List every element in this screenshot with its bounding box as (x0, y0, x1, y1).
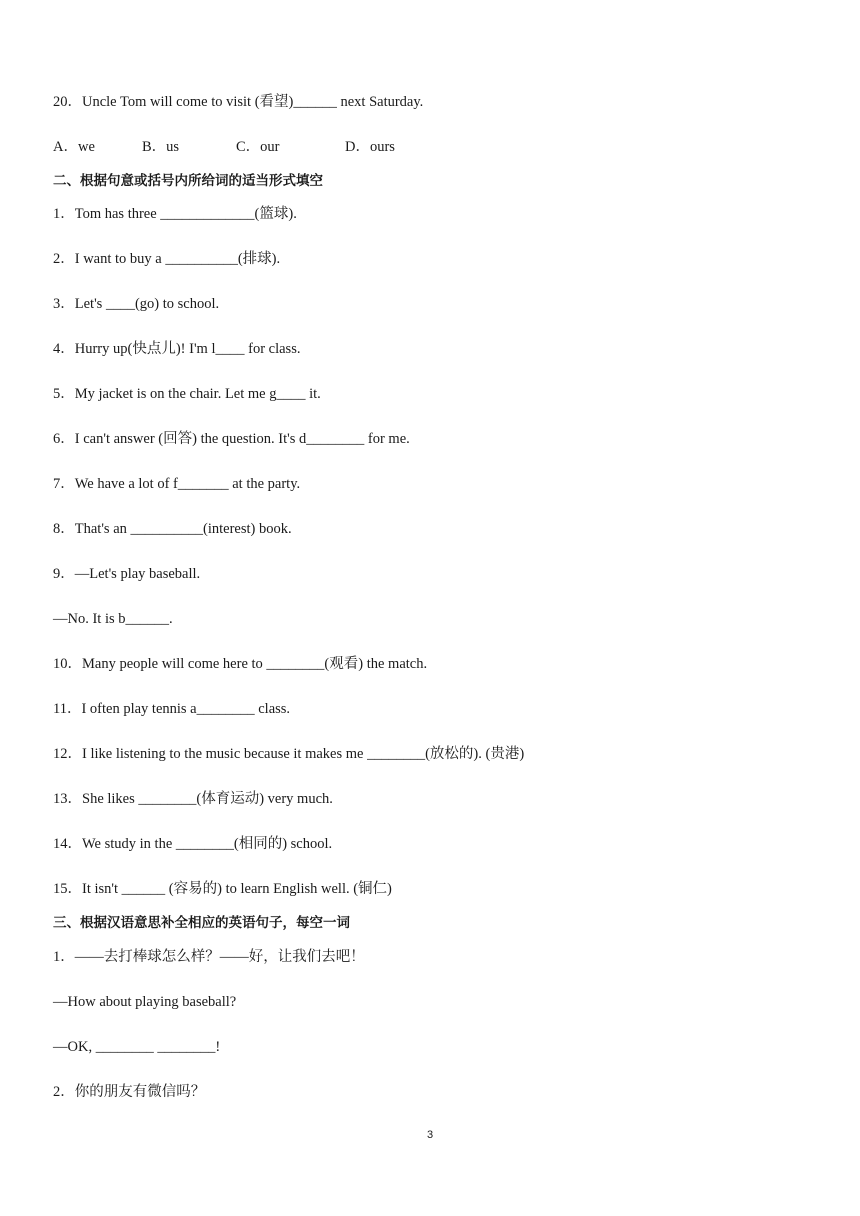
section-2-item: 9．—Let's play baseball. (53, 566, 201, 582)
section-3-item: 2．你的朋友有微信吗？ (53, 1084, 206, 1100)
section-2-item: 2．I want to buy a __________(排球). (53, 251, 281, 267)
option-c: C．our (236, 139, 280, 155)
section-2-item: 15．It isn't ______ (容易的) to learn English well. (铜仁) (53, 881, 392, 897)
section-2-item: 14．We study in the ________(相同的) school. (53, 836, 333, 852)
section-2-heading: 二、根据句意或括号内所给词的适当形式填空 (53, 173, 323, 189)
section-3-heading: 三、根据汉语意思补全相应的英语句子，每空一词 (53, 915, 350, 931)
option-d: D．ours (345, 139, 395, 155)
section-2-item: 6．I can't answer (回答) the question. It's d________ for me. (53, 431, 410, 447)
section-3-item: 1．——去打棒球怎么样？——好，让我们去吧！ (53, 949, 365, 965)
section-2-item: —No. It is b______. (53, 611, 173, 627)
section-2-item: 1．Tom has three _____________(篮球). (53, 206, 297, 222)
section-2-item: 10．Many people will come here to ________(观看) the match. (53, 656, 428, 672)
option-b: B．us (142, 139, 180, 155)
section-2-item: 12．I like listening to the music because it makes me ________(放松的). (贵港) (53, 746, 525, 762)
section-2-item: 5．My jacket is on the chair. Let me g____ it. (53, 386, 321, 402)
section-2-item: 7．We have a lot of f_______ at the party. (53, 476, 301, 492)
question-20: 20．Uncle Tom will come to visit (看望)______ next Saturday. (53, 94, 424, 110)
option-a: A．we (53, 139, 95, 155)
section-3-item: —How about playing baseball? (53, 994, 237, 1010)
section-3-item: —OK, ________ ________! (53, 1039, 221, 1055)
section-2-item: 8．That's an __________(interest) book. (53, 521, 292, 537)
section-2-item: 13．She likes ________(体育运动) very much. (53, 791, 333, 807)
section-2-item: 3．Let's ____(go) to school. (53, 296, 220, 312)
section-2-item: 11．I often play tennis a________ class. (53, 701, 291, 717)
page-number: 3 (426, 1129, 434, 1141)
section-2-item: 4．Hurry up(快点儿)! I'm l____ for class. (53, 341, 301, 357)
